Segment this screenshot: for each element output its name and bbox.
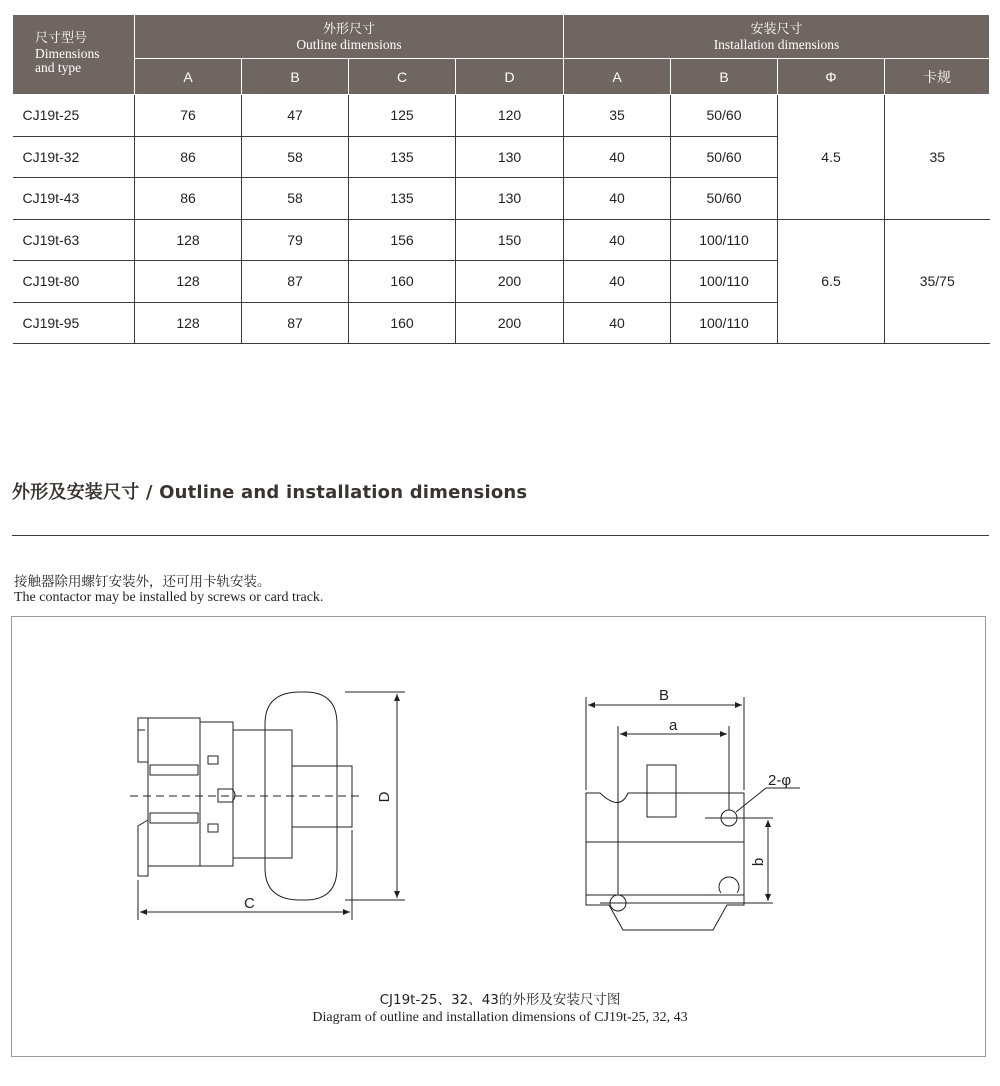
subheader-outline-c: C xyxy=(349,59,456,95)
cell-c: 135 xyxy=(349,178,456,220)
cell-install-b: 50/60 xyxy=(671,178,778,220)
cell-install-a: 40 xyxy=(564,261,671,303)
cell-c: 125 xyxy=(349,95,456,137)
cell-b: 79 xyxy=(242,219,349,261)
subheader-outline-d: D xyxy=(456,59,564,95)
cell-install-b: 100/110 xyxy=(671,219,778,261)
subheader-install-b: B xyxy=(671,59,778,95)
header-model-zh: 尺寸型号 xyxy=(35,31,88,46)
note-en: The contactor may be installed by screws or card track. xyxy=(14,590,324,605)
header-outline-zh: 外形尺寸 xyxy=(322,21,375,37)
cell-model: CJ19t-25 xyxy=(13,95,135,137)
header-install-en: Installation dimensions xyxy=(713,36,840,52)
mounting-view-drawing xyxy=(586,765,773,930)
cell-c: 160 xyxy=(349,302,456,344)
header-model-en-1: Dimensions xyxy=(35,46,100,61)
label-d: D xyxy=(376,791,393,803)
cell-install-a: 40 xyxy=(564,178,671,220)
cell-d: 200 xyxy=(456,302,564,344)
cell-a: 128 xyxy=(135,302,242,344)
section-title: 外形及安装尺寸 / Outline and installation dimensions xyxy=(12,482,528,503)
cell-b: 87 xyxy=(242,302,349,344)
cell-d: 200 xyxy=(456,261,564,303)
cell-phi-group-2: 6.5 xyxy=(778,219,885,344)
diagram-caption-zh: CJ19t-25、32、43的外形及安装尺寸图 xyxy=(379,992,621,1008)
cell-d: 130 xyxy=(456,136,564,178)
cell-install-b: 50/60 xyxy=(671,136,778,178)
cell-install-a: 40 xyxy=(564,136,671,178)
diagram-caption-en: Diagram of outline and installation dimensions of CJ19t-25, 32, 43 xyxy=(312,1010,688,1025)
cell-model: CJ19t-95 xyxy=(13,302,135,344)
cell-a: 128 xyxy=(135,219,242,261)
cell-a: 76 xyxy=(135,95,242,137)
label-a: a xyxy=(669,717,678,734)
cell-c: 160 xyxy=(349,261,456,303)
cell-d: 120 xyxy=(456,95,564,137)
label-b-lower: b xyxy=(750,857,767,867)
cell-b: 58 xyxy=(242,136,349,178)
subheader-outline-b: B xyxy=(242,59,349,95)
cell-install-b: 100/110 xyxy=(671,302,778,344)
cell-install-b: 100/110 xyxy=(671,261,778,303)
side-view-drawing xyxy=(130,692,360,900)
cell-d: 130 xyxy=(456,178,564,220)
cell-b: 58 xyxy=(242,178,349,220)
cell-a: 86 xyxy=(135,136,242,178)
subheader-rail: 卡规 xyxy=(885,59,990,95)
cell-rail-group-2: 35/75 xyxy=(885,219,990,344)
cell-b: 87 xyxy=(242,261,349,303)
label-b-upper: B xyxy=(659,687,670,704)
label-c: C xyxy=(244,895,255,912)
cell-model: CJ19t-80 xyxy=(13,261,135,303)
cell-rail-group-1: 35 xyxy=(885,95,990,220)
cell-model: CJ19t-32 xyxy=(13,136,135,178)
header-outline-en: Outline dimensions xyxy=(296,36,402,52)
label-holes: 2-φ xyxy=(768,772,792,789)
cell-model: CJ19t-43 xyxy=(13,178,135,220)
cell-phi-group-1: 4.5 xyxy=(778,95,885,220)
cell-a: 128 xyxy=(135,261,242,303)
cell-c: 156 xyxy=(349,219,456,261)
header-model-en-2: and type xyxy=(35,60,82,75)
cell-install-a: 35 xyxy=(564,95,671,137)
subheader-phi: Φ xyxy=(778,59,885,95)
cell-d: 150 xyxy=(456,219,564,261)
header-install-zh: 安装尺寸 xyxy=(750,21,803,37)
cell-install-a: 40 xyxy=(564,302,671,344)
subheader-install-a: A xyxy=(564,59,671,95)
cell-b: 47 xyxy=(242,95,349,137)
hole-leader xyxy=(736,788,766,812)
cell-c: 135 xyxy=(349,136,456,178)
cell-model: CJ19t-63 xyxy=(13,219,135,261)
cell-a: 86 xyxy=(135,178,242,220)
subheader-outline-a: A xyxy=(135,59,242,95)
note-zh: 接触器除用螺钉安装外，还可用卡轨安装。 xyxy=(14,574,271,590)
cell-install-b: 50/60 xyxy=(671,95,778,137)
cell-install-a: 40 xyxy=(564,219,671,261)
